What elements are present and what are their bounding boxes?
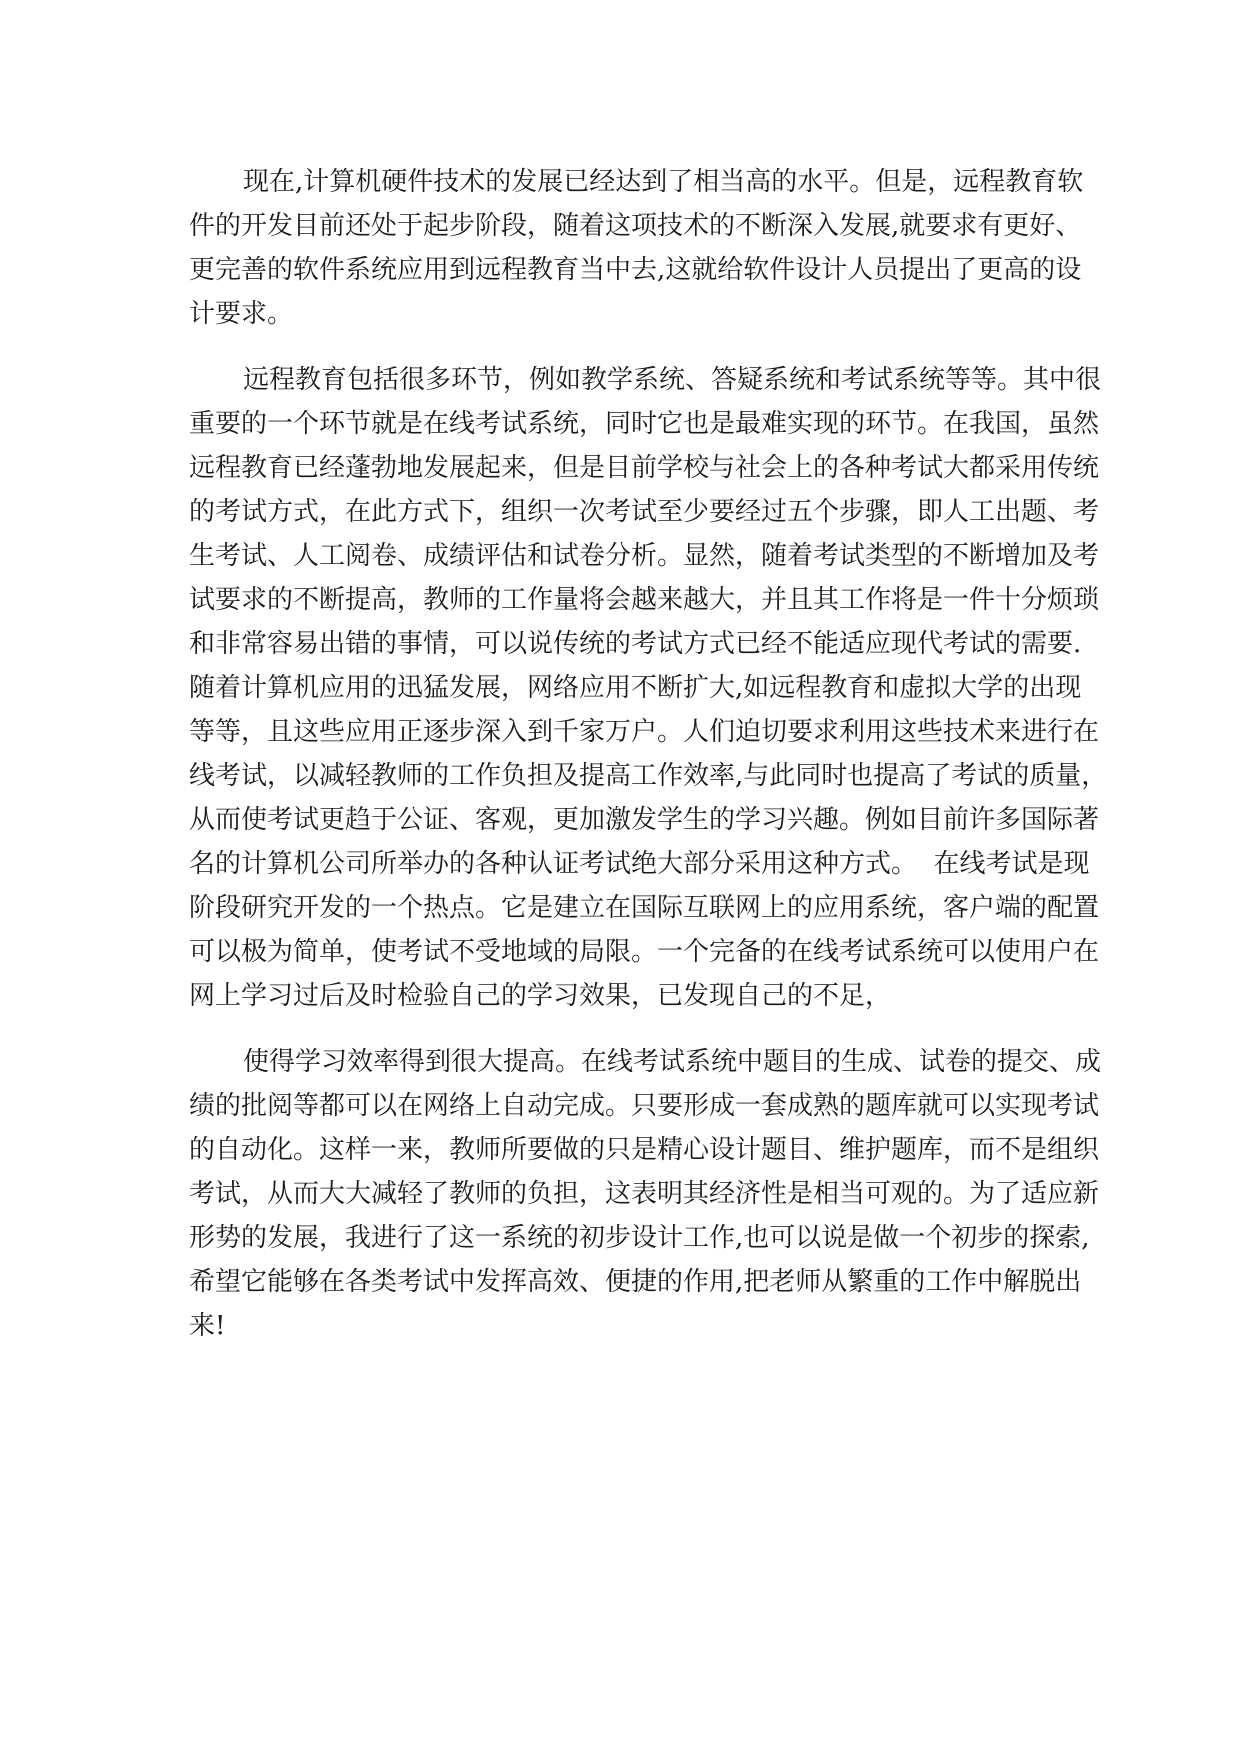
text-line: 希望它能够在各类考试中发挥高效、便捷的作用,把老师从繁重的工作中解脱出 bbox=[189, 1267, 1082, 1297]
paragraph-1 bbox=[189, 160, 1084, 336]
text-line: 生考试、人工阅卷、成绩评估和试卷分析。显然，随着考试类型的不断增加及考 bbox=[189, 541, 1100, 571]
text-line: 绩的批阅等都可以在网络上自动完成。只要形成一套成熟的题库就可以实现考试 bbox=[189, 1091, 1100, 1121]
text-line: 现在,计算机硬件技术的发展已经达到了相当高的水平。但是，远程教育软 bbox=[243, 167, 1084, 197]
text-line: 和非常容易出错的事情，可以说传统的考试方式已经不能适应现代考试的需要. bbox=[189, 629, 1082, 659]
document-body bbox=[189, 160, 1108, 1370]
text-line: 线考试，以减轻教师的工作负担及提高工作效率,与此同时也提高了考试的质量， bbox=[189, 761, 1108, 791]
text-line: 来! bbox=[189, 1311, 226, 1341]
text-line: 等等，且这些应用正逐步深入到千家万户。人们迫切要求利用这些技术来进行在 bbox=[189, 717, 1100, 747]
text-line: 阶段研究开发的一个热点。它是建立在国际互联网上的应用系统，客户端的配置 bbox=[189, 893, 1100, 923]
text-line: 计要求。 bbox=[189, 299, 294, 329]
text-line: 形势的发展，我进行了这一系统的初步设计工作,也可以说是做一个初步的探索, bbox=[189, 1223, 1090, 1253]
text-line: 远程教育已经蓬勃地发展起来，但是目前学校与社会上的各种考试大都采用传统 bbox=[189, 453, 1100, 483]
text-line: 名的计算机公司所举办的各种认证考试绝大部分采用这种方式。 在线考试是现 bbox=[189, 849, 1090, 879]
text-line: 重要的一个环节就是在线考试系统，同时它也是最难实现的环节。在我国，虽然 bbox=[189, 409, 1100, 439]
text-line: 可以极为简单，使考试不受地域的局限。一个完备的在线考试系统可以使用户在 bbox=[189, 937, 1100, 967]
text-line: 随着计算机应用的迅猛发展，网络应用不断扩大,如远程教育和虚拟大学的出现 bbox=[189, 673, 1082, 703]
text-line: 网上学习过后及时检验自己的学习效果，已发现自己的不足， bbox=[189, 981, 892, 1011]
text-line: 远程教育包括很多环节，例如教学系统、答疑系统和考试系统等等。其中很 bbox=[243, 365, 1102, 395]
text-line: 考试，从而大大减轻了教师的负担，这表明其经济性是相当可观的。为了适应新 bbox=[189, 1179, 1100, 1209]
text-line: 件的开发目前还处于起步阶段，随着这项技术的不断深入发展,就要求有更好、 bbox=[189, 211, 1082, 241]
text-line: 使得学习效率得到很大提高。在线考试系统中题目的生成、试卷的提交、成 bbox=[243, 1047, 1102, 1077]
text-line: 更完善的软件系统应用到远程教育当中去,这就给软件设计人员提出了更高的设 bbox=[189, 255, 1082, 285]
text-line: 从而使考试更趋于公证、客观，更加激发学生的学习兴趣。例如目前许多国际著 bbox=[189, 805, 1100, 835]
paragraph-3 bbox=[189, 1040, 1102, 1348]
paragraph-2 bbox=[189, 358, 1108, 1018]
text-line: 试要求的不断提高，教师的工作量将会越来越大，并且其工作将是一件十分烦琐 bbox=[189, 585, 1100, 615]
text-line: 的考试方式，在此方式下，组织一次考试至少要经过五个步骤，即人工出题、考 bbox=[189, 497, 1100, 527]
text-line: 的自动化。这样一来，教师所要做的只是精心设计题目、维护题库，而不是组织 bbox=[189, 1135, 1100, 1165]
